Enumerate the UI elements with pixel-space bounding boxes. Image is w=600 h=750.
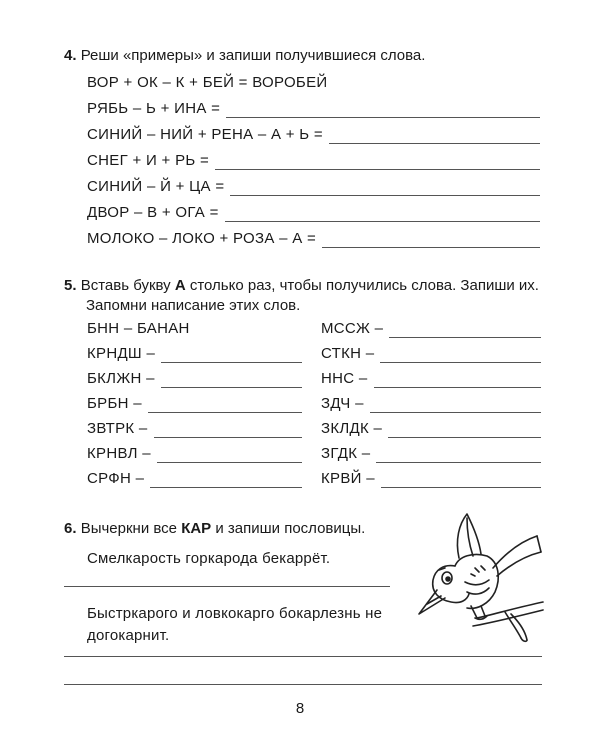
page-number: 8 bbox=[295, 700, 305, 717]
task6-text-before: Вычеркни все bbox=[80, 520, 178, 537]
task5-right-row bbox=[321, 395, 541, 413]
task4-row bbox=[87, 204, 540, 222]
answer-blank[interactable] bbox=[161, 374, 302, 388]
task5-left-row bbox=[87, 370, 302, 388]
task6-bold: КАР bbox=[181, 520, 212, 537]
task5-title bbox=[64, 276, 544, 296]
task5-word: ЗВТРК – bbox=[87, 420, 148, 437]
task4-expression: СИНИЙ – Й + ЦА = bbox=[87, 178, 225, 195]
answer-blank[interactable] bbox=[161, 349, 302, 363]
task5-right-row bbox=[321, 445, 541, 463]
task5-left-row bbox=[87, 445, 302, 463]
task5-text-before: Вставь букву bbox=[80, 277, 171, 294]
task5-text-line2: Запомни написание этих слов. bbox=[86, 297, 301, 314]
task5-word: СТКН – bbox=[321, 345, 375, 362]
crow-illustration-icon bbox=[415, 510, 545, 660]
answer-blank[interactable] bbox=[225, 208, 540, 222]
task5-text-after: столько раз, чтобы получились слова. Запиши их. bbox=[189, 277, 539, 294]
task6-text-after: и запиши пословицы. bbox=[215, 520, 366, 537]
task4-row bbox=[87, 230, 540, 248]
task4-row bbox=[87, 152, 540, 170]
task5-word: ННС – bbox=[321, 370, 368, 387]
task4-expression: МОЛОКО – ЛОКО + РОЗА – А = bbox=[87, 230, 317, 247]
task5-word: ЗКЛДК – bbox=[321, 420, 383, 437]
answer-blank[interactable] bbox=[154, 424, 302, 438]
task4-number: 4. bbox=[64, 47, 77, 64]
task4-text: Реши «примеры» и запиши получившиеся слова. bbox=[80, 47, 426, 64]
task5-letter: А bbox=[174, 277, 186, 294]
task5-left-row bbox=[87, 470, 302, 488]
task5-word: БНН – БАНАН bbox=[87, 320, 190, 337]
task5-number: 5. bbox=[64, 277, 77, 294]
answer-blank[interactable] bbox=[380, 349, 541, 363]
task4-expression: РЯБЬ – Ь + ИНА = bbox=[87, 100, 221, 117]
task4-expression: СНЕГ + И + РЬ = bbox=[87, 152, 210, 169]
answer-blank[interactable] bbox=[226, 104, 540, 118]
task4-expression: ДВОР – В + ОГА = bbox=[87, 204, 219, 221]
task5-left-row bbox=[87, 320, 302, 338]
answer-blank[interactable] bbox=[157, 449, 302, 463]
answer-blank[interactable] bbox=[381, 474, 541, 488]
task5-left-row bbox=[87, 395, 302, 413]
task5-word: ЗДЧ – bbox=[321, 395, 364, 412]
task5-right-row bbox=[321, 420, 541, 438]
answer-blank[interactable] bbox=[215, 156, 540, 170]
task5-word: БКЛЖН – bbox=[87, 370, 155, 387]
task4-row bbox=[87, 126, 540, 144]
task5-right-row bbox=[321, 345, 541, 363]
answer-blank[interactable] bbox=[370, 399, 541, 413]
task6-title bbox=[64, 519, 365, 539]
answer-line-1[interactable] bbox=[64, 586, 390, 587]
task5-right-row bbox=[321, 470, 541, 488]
task5-left-row bbox=[87, 345, 302, 363]
answer-blank[interactable] bbox=[389, 324, 541, 338]
proverb-2-line2: догокарнит. bbox=[87, 627, 170, 644]
task5-word: КРВЙ – bbox=[321, 470, 375, 487]
task5-word: МССЖ – bbox=[321, 320, 384, 337]
task4-expression: ВОР + ОК – К + БЕЙ = ВОРОБЕЙ bbox=[87, 74, 328, 91]
task4-title bbox=[64, 46, 425, 66]
task5-word: КРНДШ – bbox=[87, 345, 156, 362]
task5-word: КРНВЛ – bbox=[87, 445, 151, 462]
task6-number: 6. bbox=[64, 520, 77, 537]
task5-right-row bbox=[321, 320, 541, 338]
answer-blank[interactable] bbox=[376, 449, 541, 463]
answer-blank[interactable] bbox=[374, 374, 541, 388]
answer-blank[interactable] bbox=[230, 182, 540, 196]
proverb-1: Смелкарость горкарода бекаррёт. bbox=[87, 550, 331, 567]
task5-word: ЗГДК – bbox=[321, 445, 371, 462]
task5-word: БРБН – bbox=[87, 395, 142, 412]
task4-expression: СИНИЙ – НИЙ + РЕНА – А + Ь = bbox=[87, 126, 323, 143]
answer-line-3[interactable] bbox=[64, 684, 542, 685]
task4-row bbox=[87, 100, 540, 118]
answer-blank[interactable] bbox=[148, 399, 302, 413]
answer-blank[interactable] bbox=[388, 424, 541, 438]
task5-word: СРФН – bbox=[87, 470, 145, 487]
task4-row bbox=[87, 178, 540, 196]
task5-right-row bbox=[321, 370, 541, 388]
task5-left-row bbox=[87, 420, 302, 438]
answer-blank[interactable] bbox=[329, 130, 540, 144]
answer-blank[interactable] bbox=[150, 474, 302, 488]
proverb-2-line1: Быстркарого и ловкокарго бокарлезнь не bbox=[87, 605, 383, 622]
answer-blank[interactable] bbox=[322, 234, 540, 248]
task4-row bbox=[87, 74, 540, 92]
